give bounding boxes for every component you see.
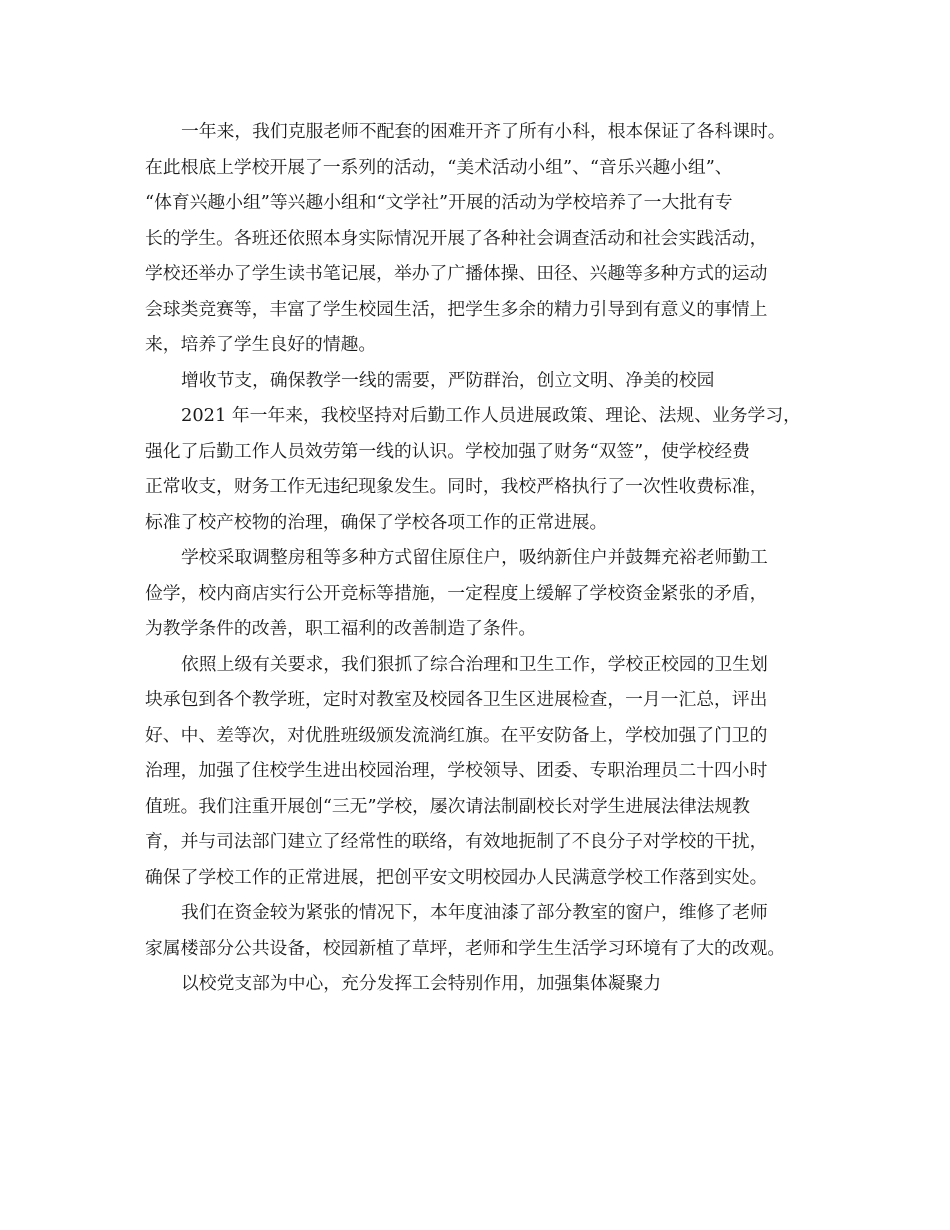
text-line: 育，并与司法部门建立了经常性的联络，有效地扼制了不良分子对学校的干扰， (145, 831, 768, 852)
text-line: 来，培养了学生良好的情趣。 (145, 334, 377, 355)
text-line: 增收节支，确保教学一线的需要，严防群治，创立文明、净美的校园 (181, 369, 715, 391)
text-line: 正常收支，财务工作无违纪现象发生。同时，我校严格执行了一次性收费标准， (145, 476, 768, 497)
text-line: 学校还举办了学生读书笔记展，举办了广播体操、田径、兴趣等多种方式的运动 (145, 263, 768, 284)
text-line: 一年来，我们克服老师不配套的困难开齐了所有小科，根本保证了各科课时。 (181, 121, 786, 142)
text-line: 值班。我们注重开展创“三无”学校，屡次请法制副校长对学生进展法律法规教 (145, 795, 750, 817)
text-line: 依照上级有关要求，我们狠抓了综合治理和卫生工作，学校正校园的卫生划 (181, 653, 768, 675)
document-body (145, 114, 810, 1002)
text-line: 标准了校产校物的治理，确保了学校各项工作的正常进展。 (145, 511, 608, 533)
text-line: 我们在资金较为紧张的情况下，本年度油漆了部分教室的窗户，维修了老师 (181, 902, 768, 923)
text-line: 为教学条件的改善，职工福利的改善制造了条件。 (145, 618, 537, 639)
text-line: 2021 年一年来，我校坚持对后勤工作人员进展政策、理论、法规、业务学习， (181, 405, 801, 426)
text-line: 家属楼部分公共设备，校园新植了草坪，老师和学生生活学习环境有了大的改观。 (145, 937, 786, 959)
text-line: 长的学生。各班还依照本身实际情况开展了各种社会调查活动和社会实践活动， (145, 227, 768, 249)
text-line: 好、中、差等次，对优胜班级颁发流淌红旗。在平安防备上，学校加强了门卫的 (145, 724, 768, 746)
text-line: 俭学，校内商店实行公开竞标等措施，一定程度上缓解了学校资金紧张的矛盾， (145, 582, 768, 604)
text-line: 在此根底上学校开展了一系列的活动，“美术活动小组”、“音乐兴趣小组”、 (145, 156, 733, 178)
text-line: 治理，加强了住校学生进出校园治理，学校领导、团委、专职治理员二十四小时 (145, 760, 768, 781)
text-line: “体育兴趣小组”等兴趣小组和“文学社”开展的活动为学校培养了一大批有专 (145, 192, 733, 213)
text-line: 以校党支部为中心，充分发挥工会特别作用，加强集体凝聚力 (181, 973, 662, 994)
text-line: 块承包到各个教学班，定时对教室及校园各卫生区进展检查，一月一汇总，评出 (145, 689, 768, 710)
text-line: 会球类竞赛等，丰富了学生校园生活，把学生多余的精力引导到有意义的事情上 (145, 298, 768, 320)
text-line: 学校采取调整房租等多种方式留住原住户，吸纳新住户并鼓舞充裕老师勤工 (181, 547, 768, 568)
text-line: 强化了后勤工作人员效劳第一线的认识。学校加强了财务“双签”，使学校经费 (145, 440, 750, 462)
text-line: 确保了学校工作的正常进展，把创平安文明校园办人民满意学校工作落到实处。 (145, 866, 768, 888)
